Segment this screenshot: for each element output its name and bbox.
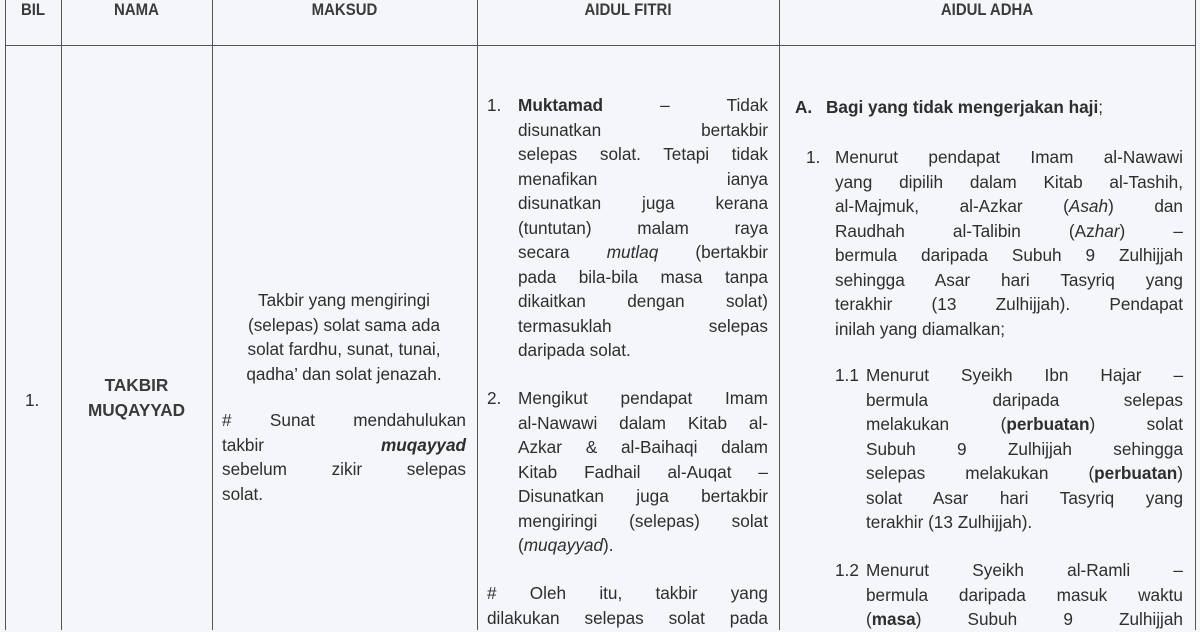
text-run: Subuh 9 Zulhijjah sehingga bbox=[866, 438, 1183, 459]
italic-text: har bbox=[1094, 220, 1120, 241]
text-line bbox=[518, 338, 768, 363]
text-run: dikaitkan dengan solat) bbox=[518, 291, 768, 311]
bold-text: perbuatan bbox=[1006, 414, 1090, 434]
bold-text: Bagi yang tidak mengerjakan haji bbox=[826, 97, 1099, 117]
fitri-item-1 bbox=[518, 93, 768, 363]
text-line bbox=[222, 313, 466, 338]
text-run: terakhir (13 Zulhijjah). bbox=[866, 512, 1033, 532]
text-line bbox=[835, 194, 1183, 219]
text-line bbox=[518, 484, 768, 509]
text-line bbox=[518, 289, 768, 314]
text-line bbox=[866, 388, 1183, 413]
fitri-note bbox=[487, 581, 768, 630]
list-number: 1. bbox=[806, 147, 821, 167]
text-run: sehingga Asar hari Tasyriq yang bbox=[835, 269, 1183, 290]
text-line bbox=[518, 93, 768, 118]
text-run: termasuklah selepas bbox=[518, 315, 768, 336]
fitri-item-2 bbox=[518, 386, 768, 558]
text-run: ( bbox=[866, 609, 872, 629]
adha-section-a bbox=[826, 95, 1186, 120]
bold-text: perbuatan bbox=[1094, 463, 1178, 483]
text-run: Disunatkan juga bertakbir bbox=[518, 486, 768, 506]
text-run: menafikan ianya bbox=[518, 168, 768, 189]
text-run: bermula daripada selepas bbox=[866, 389, 1183, 410]
text-run: dilakukan selepas solat pada bbox=[487, 607, 768, 628]
text-line bbox=[518, 265, 768, 290]
text-run: Menurut Syeikh al-Ramli – bbox=[866, 560, 1183, 580]
text-run: ). bbox=[603, 535, 614, 555]
column-divider bbox=[212, 0, 213, 630]
adha-item-1-2 bbox=[866, 558, 1183, 632]
text-run: Menurut Syeikh Ibn Hajar – bbox=[866, 365, 1183, 385]
text-line bbox=[866, 412, 1183, 437]
text-run: solat. bbox=[222, 483, 264, 504]
text-run: Takbir yang mengiringi bbox=[258, 290, 430, 310]
list-number: 1. bbox=[487, 95, 502, 115]
header-bil: BIL bbox=[20, 0, 46, 19]
text-run: solat fardhu, sunat, tunai, bbox=[247, 339, 441, 359]
maksud-definition bbox=[222, 288, 466, 386]
text-run: ; bbox=[1098, 97, 1104, 117]
text-run: solat Asar hari Tasyriq yang bbox=[866, 487, 1183, 508]
header-maksud: MAKSUD bbox=[311, 0, 378, 19]
text-run: disunatkan bertakbir bbox=[518, 119, 768, 140]
italic-text: mutlaq bbox=[606, 242, 659, 262]
text-line bbox=[835, 292, 1183, 317]
text-run: daripada solat. bbox=[518, 340, 631, 360]
text-line bbox=[518, 142, 768, 167]
text-run: (bertakbir bbox=[658, 242, 768, 262]
text-line bbox=[222, 457, 466, 482]
text-line bbox=[518, 411, 768, 436]
list-number: 2. bbox=[487, 388, 502, 408]
header-aidul-adha: AIDUL ADHA bbox=[940, 0, 1034, 19]
text-line bbox=[835, 317, 1183, 342]
text-line bbox=[866, 437, 1183, 462]
text-run: qadha’ dan solat jenazah. bbox=[246, 363, 442, 384]
bold-text: Muktamad bbox=[518, 95, 603, 115]
text-line bbox=[222, 482, 466, 507]
text-run: ( bbox=[518, 535, 524, 555]
text-line bbox=[222, 433, 466, 458]
text-run: ) bbox=[1177, 463, 1183, 483]
text-run: Menurut pendapat Imam al-Nawawi bbox=[835, 147, 1183, 167]
header-divider bbox=[5, 45, 1195, 46]
text-line bbox=[487, 581, 768, 606]
text-run: – Tidak bbox=[603, 95, 768, 115]
text-run: disunatkan juga kerana bbox=[518, 193, 768, 213]
text-line bbox=[222, 408, 466, 433]
text-run: al-Nawawi dalam Kitab al- bbox=[518, 412, 768, 433]
text-run: secara bbox=[518, 242, 607, 262]
text-line bbox=[518, 118, 768, 143]
header-nama: NAMA bbox=[114, 0, 159, 19]
text-line bbox=[518, 509, 768, 534]
text-line bbox=[518, 167, 768, 192]
italic-text: Asah bbox=[1068, 196, 1109, 216]
text-line bbox=[866, 363, 1183, 388]
text-line bbox=[518, 314, 768, 339]
text-run: Raudhah al-Talibin (Az bbox=[835, 220, 1095, 241]
text-line bbox=[866, 486, 1183, 511]
text-run: terakhir (13 Zulhijjah). Pendapat bbox=[835, 294, 1183, 314]
column-divider bbox=[1195, 0, 1196, 630]
text-line bbox=[222, 337, 466, 362]
text-run: sebelum zikir selepas bbox=[222, 459, 466, 479]
text-line bbox=[835, 243, 1183, 268]
text-line bbox=[835, 219, 1183, 244]
text-line bbox=[835, 268, 1183, 293]
text-run: yang dipilih dalam Kitab al-Tashih, bbox=[835, 171, 1183, 192]
text-line bbox=[518, 533, 768, 558]
text-line bbox=[866, 607, 1183, 632]
text-run: ) – bbox=[1119, 220, 1183, 241]
text-run: Azkar & al-Baihaqi dalam bbox=[518, 437, 768, 457]
text-line bbox=[487, 606, 768, 631]
text-line bbox=[866, 558, 1183, 583]
text-run: selepas melakukan ( bbox=[866, 463, 1095, 483]
text-line bbox=[518, 386, 768, 411]
bold-text: muqayyad bbox=[380, 434, 466, 455]
section-letter: A. bbox=[795, 97, 813, 117]
bold-text: masa bbox=[871, 609, 916, 629]
row-number: 1. bbox=[25, 390, 40, 410]
text-line bbox=[826, 95, 1186, 120]
text-run: bermula daripada Subuh 9 Zulhijjah bbox=[835, 245, 1183, 265]
text-run: selepas solat. Tetapi tidak bbox=[518, 144, 768, 164]
text-line bbox=[518, 191, 768, 216]
text-line bbox=[835, 170, 1183, 195]
takbir-name bbox=[61, 373, 212, 422]
column-divider bbox=[61, 0, 62, 630]
text-run: (selepas) solat sama ada bbox=[247, 314, 441, 335]
text-run: inilah yang diamalkan; bbox=[835, 318, 1006, 339]
text-line bbox=[866, 510, 1183, 535]
maksud-note bbox=[222, 408, 466, 506]
text-run: bermula daripada masuk waktu bbox=[866, 584, 1183, 605]
list-number: 1.1 bbox=[835, 365, 859, 385]
text-line bbox=[518, 460, 768, 485]
adha-item-1-1 bbox=[866, 363, 1183, 535]
text-run: mengiringi (selepas) solat bbox=[518, 510, 768, 531]
text-line bbox=[518, 240, 768, 265]
name-line: TAKBIR bbox=[104, 375, 169, 395]
column-divider bbox=[5, 0, 6, 630]
text-run: pada bila-bila masa tanpa bbox=[518, 266, 768, 287]
text-line bbox=[518, 216, 768, 241]
text-run: ) dan bbox=[1108, 196, 1183, 216]
text-run: (tuntutan) malam raya bbox=[518, 217, 768, 238]
text-run: # Oleh itu, takbir yang bbox=[487, 583, 768, 603]
text-run: takbir bbox=[222, 434, 381, 455]
list-number: 1.2 bbox=[835, 560, 859, 580]
text-run: al-Majmuk, al-Azkar ( bbox=[835, 196, 1069, 216]
text-line bbox=[866, 583, 1183, 608]
text-run: Mengikut pendapat Imam bbox=[518, 388, 768, 408]
header-aidul-fitri: AIDUL FITRI bbox=[584, 0, 672, 19]
italic-text: muqayyad bbox=[523, 535, 604, 555]
text-line bbox=[518, 435, 768, 460]
text-run: # Sunat mendahulukan bbox=[222, 410, 466, 430]
text-run: Kitab Fadhail al-Auqat – bbox=[518, 461, 768, 482]
text-line bbox=[222, 288, 466, 313]
column-divider bbox=[477, 0, 478, 630]
name-line: MUQAYYAD bbox=[87, 399, 186, 420]
text-line bbox=[866, 461, 1183, 486]
column-divider bbox=[779, 0, 780, 630]
text-run: ) solat bbox=[1089, 414, 1183, 434]
text-run: melakukan ( bbox=[866, 414, 1007, 434]
adha-item-1 bbox=[835, 145, 1183, 341]
text-line bbox=[835, 145, 1183, 170]
text-run: ) Subuh 9 Zulhijjah bbox=[915, 609, 1183, 629]
text-line bbox=[222, 362, 466, 387]
